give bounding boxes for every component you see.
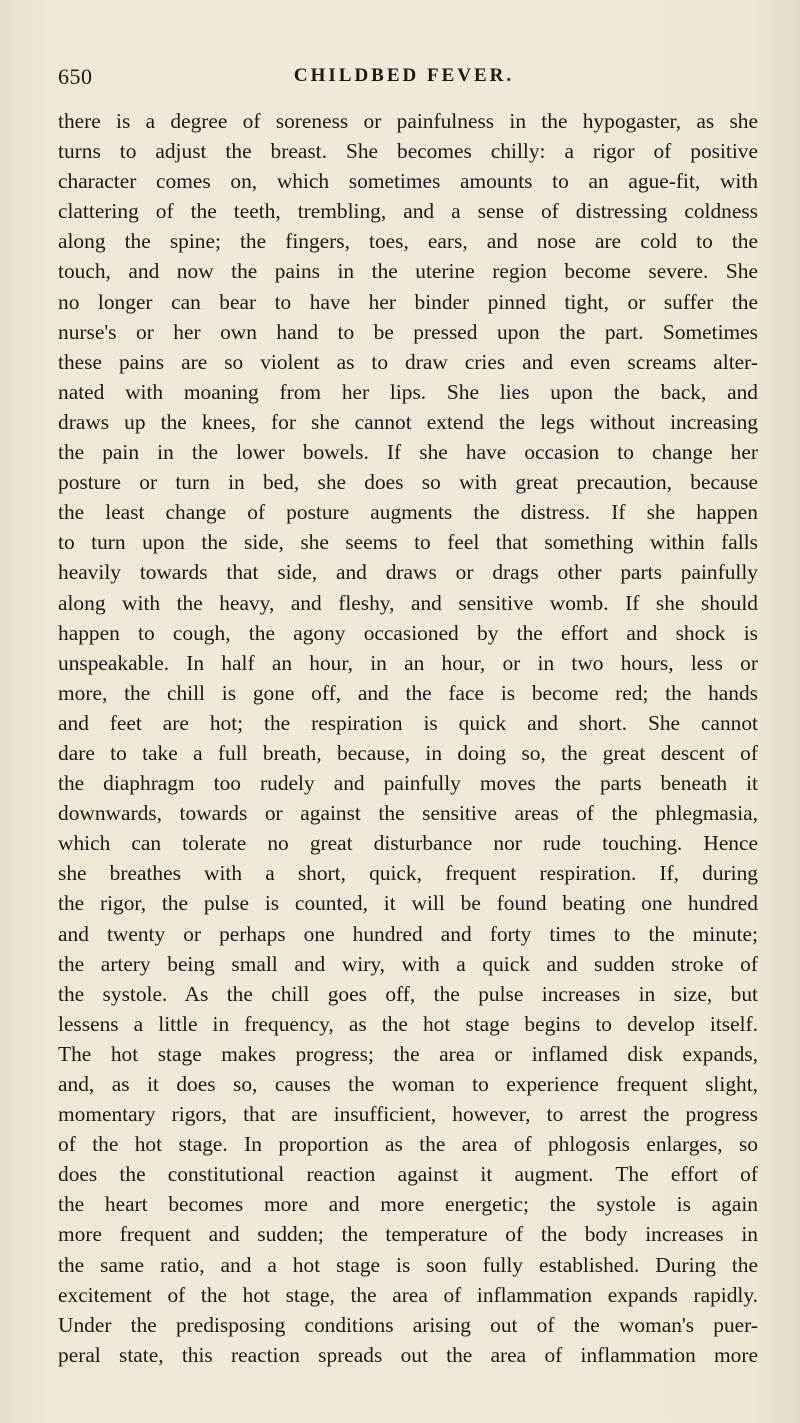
text-line: the least change of posture augments the distress. If she happen — [58, 500, 758, 525]
text-line: nurse's or her own hand to be pressed upon the part. Sometimes — [58, 319, 758, 344]
text-line: character comes on, which sometimes amounts to an ague-fit, with — [58, 169, 758, 194]
text-line: clattering of the teeth, trembling, and a sense of distressing coldness — [58, 199, 758, 224]
text-line: and twenty or perhaps one hundred and forty times to the minute; — [58, 921, 758, 946]
text-line: draws up the knees, for she cannot extend the legs without increasing — [58, 409, 758, 434]
text-line: turns to adjust the breast. She becomes chilly: a rigor of positive — [58, 139, 758, 164]
text-line: she breathes with a short, quick, frequent respiration. If, during — [58, 861, 758, 886]
text-line: happen to cough, the agony occasioned by the effort and shock is — [58, 620, 758, 645]
text-line: and, as it does so, causes the woman to experience frequent slight, — [58, 1072, 758, 1096]
text-line: the pain in the lower bowels. If she have occasion to change her — [58, 440, 758, 465]
text-line: posture or turn in bed, she does so with great precaution, because — [58, 470, 758, 495]
text-line: to turn upon the side, she seems to feel that something within falls — [58, 530, 758, 555]
text-line: Under the predisposing conditions arising out of the woman's puer- — [58, 1312, 758, 1337]
text-line: there is a degree of soreness or painfulness in the hypogaster, as she — [58, 109, 758, 133]
page-number: 650 — [58, 64, 93, 89]
text-line: the systole. As the chill goes off, the pulse increases in size, but — [58, 981, 758, 1006]
text-line: The hot stage makes progress; the area or inflamed disk expands, — [58, 1041, 758, 1066]
text-line: nated with moaning from her lips. She lies upon the back, and — [58, 379, 758, 404]
text-line: and feet are hot; the respiration is quick and short. She cannot — [58, 710, 758, 735]
text-line: along with the heavy, and fleshy, and sensitive womb. If she should — [58, 590, 758, 615]
text-line: more, the chill is gone off, and the face is become red; the hands — [58, 680, 758, 705]
text-line: of the hot stage. In proportion as the area of phlogosis enlarges, so — [58, 1132, 758, 1157]
text-line: the diaphragm too rudely and painfully moves the parts beneath it — [58, 771, 758, 796]
page-header — [58, 64, 758, 94]
text-line: heavily towards that side, and draws or drags other parts painfully — [58, 560, 758, 585]
body-text — [58, 106, 758, 1370]
text-line: more frequent and sudden; the temperature of the body increases in — [58, 1222, 758, 1247]
running-head: CHILDBED FEVER. — [293, 65, 515, 86]
text-line: no longer can bear to have her binder pinned tight, or suffer the — [58, 289, 758, 314]
text-line: the rigor, the pulse is counted, it will be found beating one hundred — [58, 891, 758, 916]
text-line: which can tolerate no great disturbance nor rude touching. Hence — [58, 831, 758, 856]
text-line: these pains are so violent as to draw cries and even screams alter- — [58, 349, 758, 374]
text-line: excitement of the hot stage, the area of inflammation expands rapidly. — [58, 1282, 758, 1307]
text-line: lessens a little in frequency, as the hot stage begins to develop itself. — [58, 1011, 758, 1036]
text-line: touch, and now the pains in the uterine region become severe. She — [58, 259, 758, 284]
text-line: does the constitutional reaction against it augment. The effort of — [58, 1162, 758, 1187]
text-line: the heart becomes more and more energetic; the systole is again — [58, 1192, 758, 1217]
text-line: peral state, this reaction spreads out the area of inflammation more — [58, 1342, 758, 1367]
text-line: momentary rigors, that are insufficient, however, to arrest the progress — [58, 1102, 758, 1127]
text-line: downwards, towards or against the sensitive areas of the phlegmasia, — [58, 801, 758, 826]
text-line: the same ratio, and a hot stage is soon fully established. During the — [58, 1252, 758, 1277]
text-line: along the spine; the fingers, toes, ears, and nose are cold to the — [58, 229, 758, 254]
text-line: dare to take a full breath, because, in doing so, the great descent of — [58, 740, 758, 765]
text-line: unspeakable. In half an hour, in an hour, or in two hours, less or — [58, 650, 758, 675]
text-line: the artery being small and wiry, with a quick and sudden stroke of — [58, 951, 758, 976]
